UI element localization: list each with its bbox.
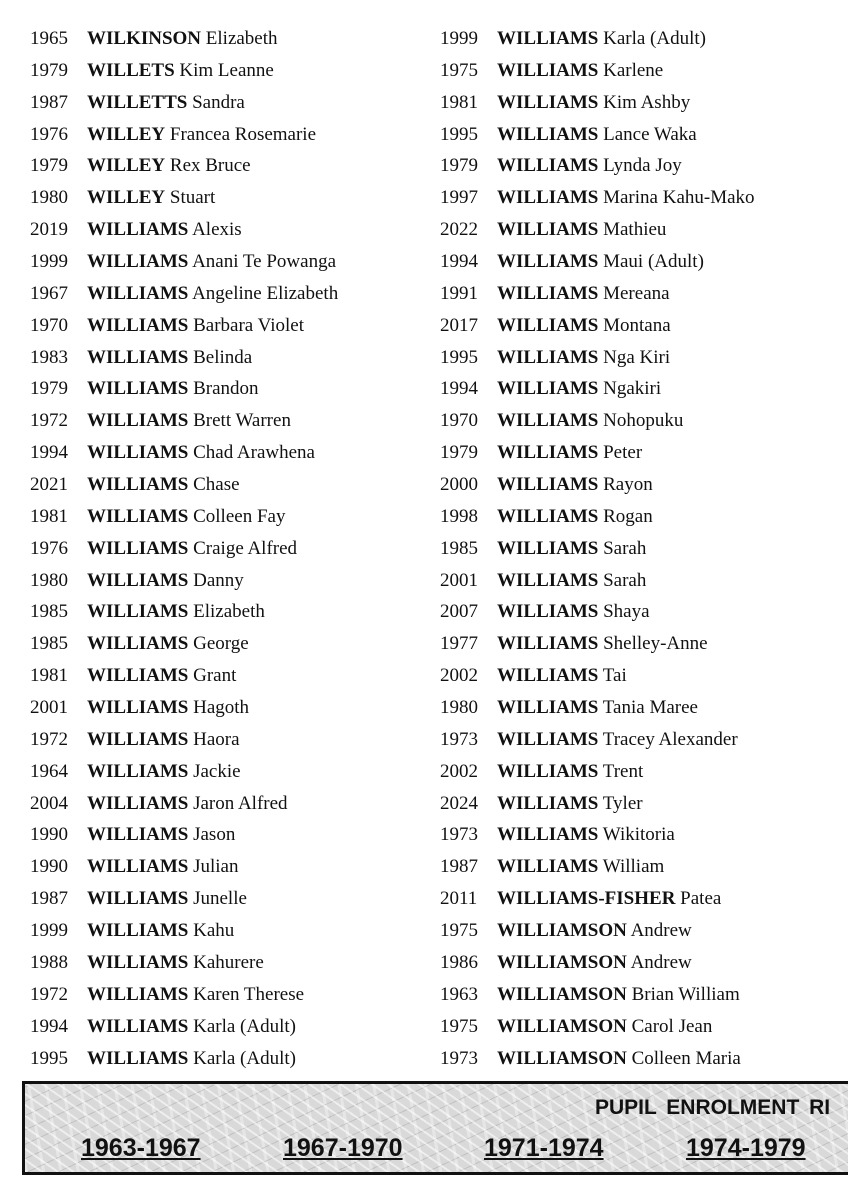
surname: WILLIAMS	[497, 760, 599, 782]
range-link-1971-1974[interactable]: 1971-1974	[484, 1134, 604, 1162]
surname: WILLIAMS	[497, 314, 599, 336]
given-names: Junelle	[193, 888, 247, 910]
given-names: Patea	[680, 888, 722, 910]
enrolment-year: 1995	[440, 346, 478, 368]
enrolment-year: 1987	[30, 888, 68, 910]
list-item	[440, 150, 848, 182]
surname: WILLIAMS	[87, 633, 189, 655]
enrolment-year: 2001	[440, 569, 478, 591]
given-names: Carol Jean	[631, 1015, 713, 1037]
list-item	[440, 278, 848, 310]
list-item	[30, 405, 425, 437]
surname: WILLIAMS	[87, 760, 189, 782]
surname: WILLIAMS	[87, 505, 189, 527]
range-link-1967-1970[interactable]: 1967-1970	[283, 1134, 403, 1162]
enrolment-year: 1981	[30, 505, 68, 527]
list-item	[440, 405, 848, 437]
given-names: Julian	[193, 856, 239, 878]
surname: WILLIAMS	[497, 474, 599, 496]
given-names: Andrew	[630, 920, 692, 942]
given-names: Maui (Adult)	[603, 251, 704, 273]
enrolment-year: 1970	[30, 314, 68, 336]
list-item	[440, 182, 848, 214]
surname: WILLIAMS	[497, 601, 599, 623]
given-names: Tania Maree	[602, 697, 698, 719]
given-names: Rayon	[603, 474, 653, 496]
list-item	[30, 373, 425, 405]
enrolment-year: 1964	[30, 760, 68, 782]
given-names: Sarah	[603, 569, 647, 591]
list-item	[30, 660, 425, 692]
enrolment-year: 1985	[30, 601, 68, 623]
enrolment-year: 1972	[30, 983, 68, 1005]
surname: WILLIAMS	[87, 951, 189, 973]
surname: WILLIAMS	[497, 91, 599, 113]
surname: WILLIAMSON	[497, 1047, 627, 1069]
given-names: Karla (Adult)	[603, 28, 706, 49]
list-item	[440, 724, 848, 756]
list-item	[440, 501, 848, 533]
given-names: Shaya	[603, 601, 650, 623]
range-link-1963-1967[interactable]: 1963-1967	[81, 1134, 201, 1162]
surname: WILLIAMS	[497, 378, 599, 400]
given-names: Elizabeth	[205, 28, 278, 49]
enrolment-year: 1975	[440, 59, 478, 81]
surname: WILLIAMS	[87, 569, 189, 591]
given-names: Chase	[193, 474, 240, 496]
list-item	[440, 883, 848, 915]
surname: WILLIAMS	[497, 792, 599, 814]
surname: WILLEY	[87, 187, 166, 209]
list-item	[440, 692, 848, 724]
surname: WILLIAMS	[87, 601, 189, 623]
list-item	[440, 55, 848, 87]
given-names: Tyler	[602, 792, 643, 814]
surname: WILLETTS	[87, 91, 188, 113]
given-names: Lynda Joy	[603, 155, 682, 177]
list-item	[30, 947, 425, 979]
list-item	[30, 596, 425, 628]
list-item	[30, 692, 425, 724]
given-names: Karla (Adult)	[193, 1015, 296, 1037]
enrolment-year: 1986	[440, 951, 478, 973]
given-names: Mathieu	[603, 219, 667, 241]
enrolment-year: 1972	[30, 728, 68, 750]
given-names: Angeline Elizabeth	[192, 282, 339, 304]
list-item	[30, 246, 425, 278]
enrolment-year: 1973	[440, 1047, 478, 1069]
given-names: Tracey Alexander	[602, 728, 738, 750]
given-names: Rogan	[603, 505, 653, 527]
list-item	[440, 628, 848, 660]
list-item	[30, 501, 425, 533]
enrolment-year: 2000	[440, 474, 478, 496]
surname: WILLIAMS	[497, 219, 599, 241]
given-names: William	[602, 856, 665, 878]
enrolment-year: 1994	[30, 442, 68, 464]
surname: WILLIAMS	[87, 537, 189, 559]
enrolment-year: 1979	[440, 442, 478, 464]
surname: WILLIAMS	[87, 983, 189, 1005]
surname: WILLIAMS	[497, 728, 599, 750]
enrolment-year: 1980	[440, 697, 478, 719]
given-names: Tai	[602, 665, 627, 687]
given-names: Sandra	[192, 91, 245, 113]
enrolment-year: 1976	[30, 537, 68, 559]
surname: WILLIAMS	[497, 569, 599, 591]
surname: WILLIAMS	[497, 856, 599, 878]
list-item	[440, 819, 848, 851]
surname: WILLIAMS	[497, 59, 599, 81]
enrolment-year: 1979	[30, 378, 68, 400]
list-item	[30, 819, 425, 851]
enrolment-year: 1976	[30, 123, 68, 145]
surname: WILLIAMS	[497, 155, 599, 177]
given-names: Colleen Maria	[631, 1047, 741, 1069]
enrolment-year: 1973	[440, 824, 478, 846]
list-item	[30, 628, 425, 660]
given-names: Kim Ashby	[603, 91, 691, 113]
given-names: Haora	[193, 728, 240, 750]
given-names: Jason	[193, 824, 236, 846]
enrolment-year: 1999	[30, 920, 68, 942]
surname: WILLIAMS	[497, 442, 599, 464]
surname: WILLIAMS	[497, 346, 599, 368]
enrolment-year: 2002	[440, 760, 478, 782]
given-names: Jackie	[193, 760, 241, 782]
given-names: Kahu	[193, 920, 235, 942]
given-names: Sarah	[603, 537, 647, 559]
surname: WILLIAMS	[87, 251, 189, 273]
enrolment-year: 1975	[440, 1015, 478, 1037]
given-names: Hagoth	[193, 697, 250, 719]
surname: WILLIAMS	[497, 633, 599, 655]
list-item	[30, 724, 425, 756]
surname: WILLIAMS	[87, 888, 189, 910]
surname: WILLIAMS	[497, 251, 599, 273]
surname: WILLIAMS	[87, 792, 189, 814]
surname: WILLIAMS	[497, 282, 599, 304]
surname: WILLIAMS	[497, 537, 599, 559]
range-link-1974-1979[interactable]: 1974-1979	[686, 1134, 806, 1162]
given-names: Anani Te Powanga	[192, 251, 337, 273]
surname: WILLIAMS	[87, 697, 189, 719]
list-item	[30, 788, 425, 820]
enrolment-year: 1970	[440, 410, 478, 432]
given-names: Nga Kiri	[603, 346, 671, 368]
enrolment-year: 1994	[440, 251, 478, 273]
given-names: Peter	[603, 442, 643, 464]
enrolment-year: 1980	[30, 187, 68, 209]
enrolment-year: 2017	[440, 314, 478, 336]
list-item	[30, 278, 425, 310]
enrolment-year: 1995	[440, 123, 478, 145]
enrolment-year: 2011	[440, 888, 478, 910]
enrolment-year: 1991	[440, 282, 478, 304]
surname: WILLIAMS	[497, 187, 599, 209]
surname: WILLIAMS	[497, 505, 599, 527]
enrolment-year: 2022	[440, 219, 478, 241]
surname: WILLIAMS	[87, 410, 189, 432]
list-item	[440, 246, 848, 278]
list-item	[30, 883, 425, 915]
given-names: Chad Arawhena	[193, 442, 315, 464]
surname: WILLEY	[87, 123, 166, 145]
enrolment-year: 1967	[30, 282, 68, 304]
enrolment-year: 1979	[30, 59, 68, 81]
given-names: Mereana	[603, 282, 670, 304]
enrolment-year: 1987	[30, 91, 68, 113]
surname: WILLIAMS	[87, 346, 189, 368]
left-name-column	[30, 23, 425, 1074]
enrolment-year: 2001	[30, 697, 68, 719]
given-names: Francea Rosemarie	[169, 123, 317, 145]
list-item	[440, 342, 848, 374]
enrolment-year: 1994	[440, 378, 478, 400]
surname: WILKINSON	[87, 28, 202, 49]
list-item	[440, 437, 848, 469]
list-item	[30, 756, 425, 788]
list-item	[440, 87, 848, 119]
list-item	[440, 23, 848, 55]
enrolment-year: 1981	[30, 665, 68, 687]
enrolment-year: 1979	[440, 155, 478, 177]
surname: WILLIAMS	[497, 697, 599, 719]
enrolment-year: 1988	[30, 951, 68, 973]
enrolment-year: 2021	[30, 474, 68, 496]
list-item	[440, 214, 848, 246]
list-item	[440, 756, 848, 788]
given-names: Karen Therese	[193, 983, 305, 1005]
list-item	[30, 1043, 425, 1075]
enrolment-year: 1999	[30, 251, 68, 273]
list-item	[30, 119, 425, 151]
given-names: Elizabeth	[193, 601, 265, 623]
enrolment-year: 1977	[440, 633, 478, 655]
enrolment-year: 1987	[440, 856, 478, 878]
list-item	[30, 150, 425, 182]
given-names: Kahurere	[193, 951, 264, 973]
surname: WILLIAMS	[87, 378, 189, 400]
list-item	[440, 1011, 848, 1043]
given-names: Danny	[193, 569, 244, 591]
enrolment-year: 1963	[440, 983, 478, 1005]
enrolment-year: 1990	[30, 824, 68, 846]
enrolment-register-banner	[22, 1081, 848, 1175]
surname: WILLIAMS-FISHER	[497, 888, 676, 910]
surname: WILLIAMS	[497, 665, 599, 687]
list-item	[30, 915, 425, 947]
enrolment-year: 1975	[440, 920, 478, 942]
enrolment-year: 1983	[30, 346, 68, 368]
right-name-column	[440, 23, 848, 1074]
given-names: Montana	[603, 314, 671, 336]
surname: WILLIAMS	[497, 410, 599, 432]
list-item	[440, 915, 848, 947]
surname: WILLETS	[87, 59, 175, 81]
enrolment-year: 1980	[30, 569, 68, 591]
list-item	[30, 182, 425, 214]
enrolment-year: 1973	[440, 728, 478, 750]
enrolment-year: 1997	[440, 187, 478, 209]
given-names: Kim Leanne	[179, 59, 274, 81]
given-names: Stuart	[169, 187, 216, 209]
given-names: Belinda	[193, 346, 253, 368]
list-item	[30, 469, 425, 501]
list-item	[30, 533, 425, 565]
enrolment-year: 1990	[30, 856, 68, 878]
given-names: Colleen Fay	[193, 505, 286, 527]
surname: WILLIAMSON	[497, 951, 627, 973]
given-names: Brandon	[193, 378, 259, 400]
surname: WILLIAMS	[497, 824, 599, 846]
list-item	[30, 437, 425, 469]
banner-title: PUPIL ENROLMENT RI	[595, 1096, 831, 1119]
given-names: Brian William	[631, 983, 740, 1005]
surname: WILLIAMS	[87, 282, 189, 304]
list-item	[440, 373, 848, 405]
list-item	[30, 851, 425, 883]
surname: WILLIAMSON	[497, 983, 627, 1005]
list-item	[30, 342, 425, 374]
given-names: Karla (Adult)	[193, 1047, 296, 1069]
enrolment-year: 2007	[440, 601, 478, 623]
list-item	[440, 533, 848, 565]
surname: WILLIAMS	[87, 314, 189, 336]
list-item	[440, 565, 848, 597]
given-names: Alexis	[192, 219, 242, 241]
enrolment-year: 1979	[30, 155, 68, 177]
enrolment-year: 1981	[440, 91, 478, 113]
given-names: Trent	[602, 760, 644, 782]
enrolment-year: 1972	[30, 410, 68, 432]
surname: WILLIAMS	[87, 728, 189, 750]
list-item	[30, 565, 425, 597]
surname: WILLIAMS	[87, 920, 189, 942]
list-item	[440, 1043, 848, 1075]
given-names: Ngakiri	[603, 378, 662, 400]
given-names: George	[193, 633, 249, 655]
list-item	[30, 979, 425, 1011]
surname: WILLIAMS	[87, 442, 189, 464]
given-names: Grant	[193, 665, 237, 687]
given-names: Rex Bruce	[169, 155, 251, 177]
given-names: Karlene	[603, 59, 664, 81]
enrolment-year: 1995	[30, 1047, 68, 1069]
list-item	[440, 469, 848, 501]
list-item	[440, 851, 848, 883]
given-names: Andrew	[630, 951, 692, 973]
surname: WILLIAMS	[87, 1015, 189, 1037]
list-item	[30, 1011, 425, 1043]
list-item	[440, 947, 848, 979]
given-names: Shelley-Anne	[603, 633, 708, 655]
given-names: Lance Waka	[603, 123, 697, 145]
enrolment-year: 1998	[440, 505, 478, 527]
list-item	[440, 310, 848, 342]
list-item	[440, 119, 848, 151]
surname: WILLIAMS	[87, 824, 189, 846]
surname: WILLIAMS	[87, 219, 189, 241]
given-names: Nohopuku	[603, 410, 684, 432]
list-item	[30, 87, 425, 119]
given-names: Marina Kahu-Mako	[603, 187, 755, 209]
enrolment-year: 1965	[30, 28, 68, 49]
enrolment-year: 1999	[440, 28, 478, 49]
list-item	[30, 214, 425, 246]
given-names: Brett Warren	[193, 410, 291, 432]
surname: WILLIAMS	[87, 856, 189, 878]
surname: WILLIAMSON	[497, 920, 627, 942]
surname: WILLEY	[87, 155, 166, 177]
list-item	[440, 979, 848, 1011]
enrolment-year: 2004	[30, 792, 68, 814]
given-names: Craige Alfred	[193, 537, 298, 559]
list-item	[30, 23, 425, 55]
surname: WILLIAMS	[497, 123, 599, 145]
list-item	[30, 310, 425, 342]
list-item	[440, 596, 848, 628]
enrolment-year: 2002	[440, 665, 478, 687]
surname: WILLIAMS	[87, 1047, 189, 1069]
list-item	[440, 788, 848, 820]
enrolment-year: 2024	[440, 792, 478, 814]
given-names: Jaron Alfred	[193, 792, 288, 814]
surname: WILLIAMSON	[497, 1015, 627, 1037]
given-names: Wikitoria	[602, 824, 675, 846]
enrolment-year: 1994	[30, 1015, 68, 1037]
given-names: Barbara Violet	[193, 314, 304, 336]
surname: WILLIAMS	[87, 474, 189, 496]
list-item	[30, 55, 425, 87]
enrolment-year: 1985	[30, 633, 68, 655]
surname: WILLIAMS	[87, 665, 189, 687]
enrolment-year: 1985	[440, 537, 478, 559]
surname: WILLIAMS	[497, 28, 599, 49]
list-item	[440, 660, 848, 692]
enrolment-year: 2019	[30, 219, 68, 241]
